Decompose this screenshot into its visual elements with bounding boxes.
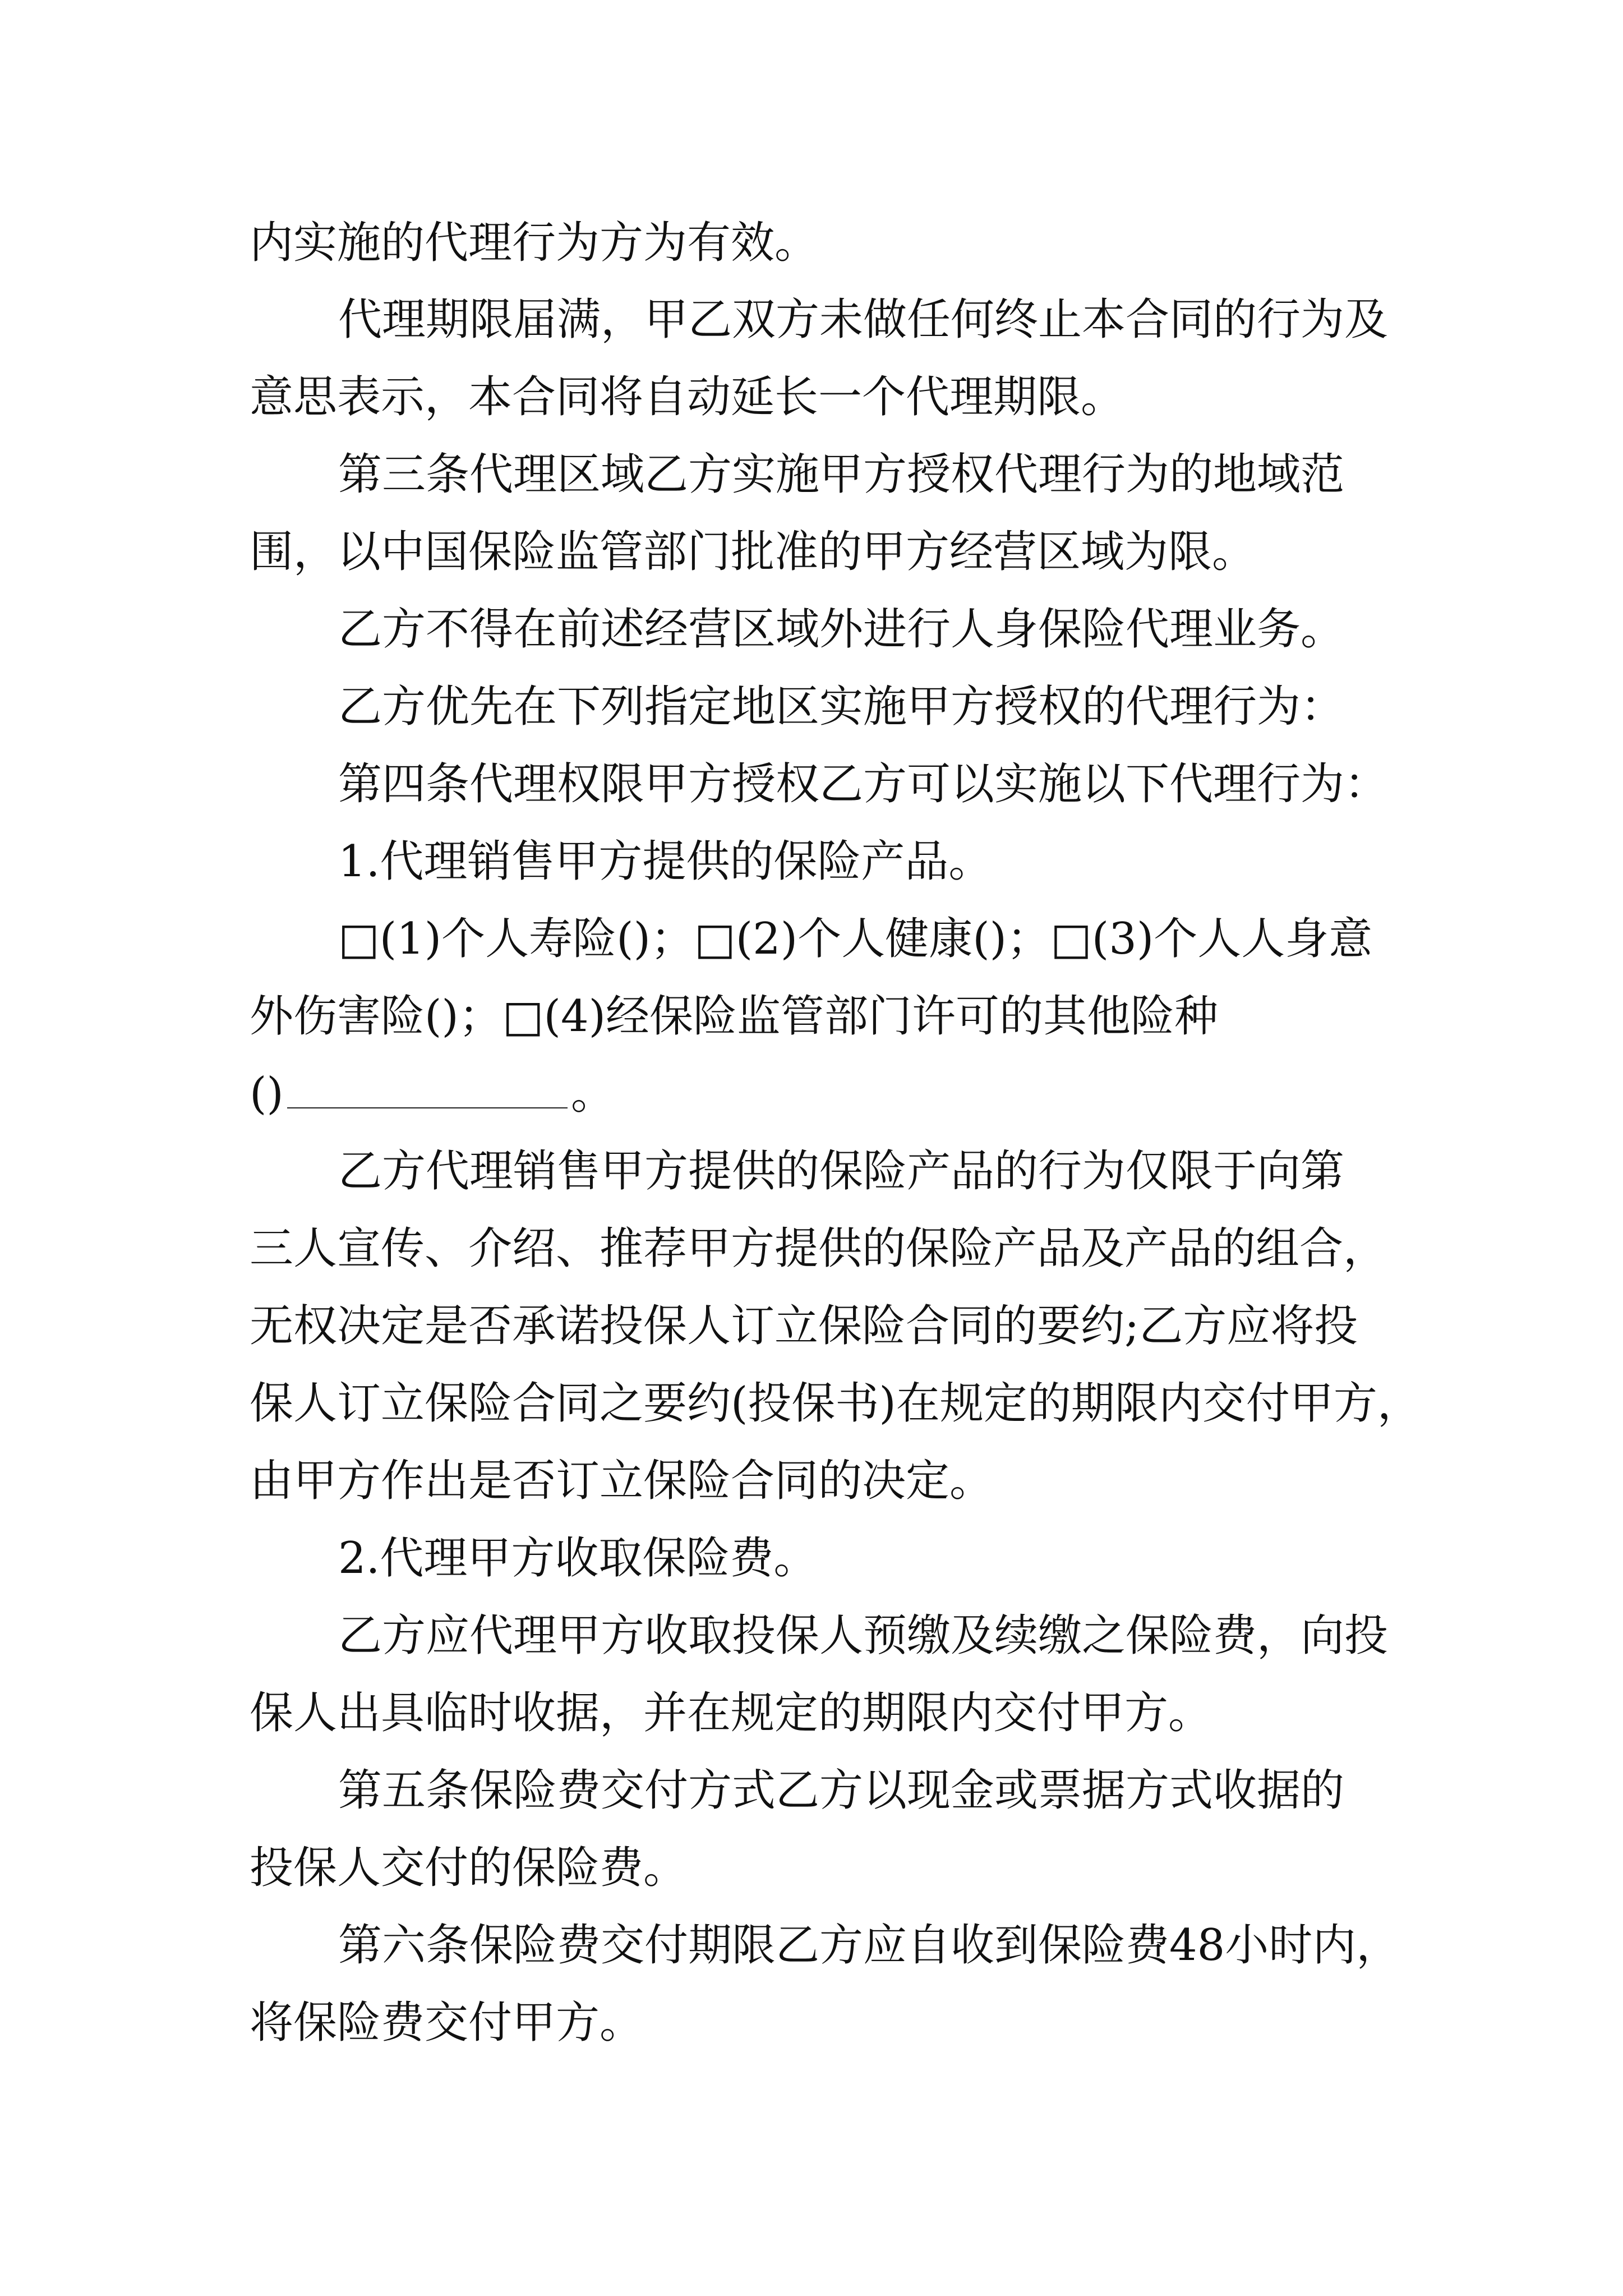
text-line <box>0 1519 1623 1598</box>
text-line-content: 将保险费交付甲方。 <box>250 1998 644 2048</box>
text-line-content: 第六条保险费交付期限乙方应自收到保险费48小时内， <box>338 1920 1400 1971</box>
text-line <box>0 1751 1623 1830</box>
text-fragment: 。 <box>570 1069 615 1119</box>
text-line <box>0 900 1623 978</box>
text-line <box>0 435 1623 514</box>
text-line-content: 第四条代理权限甲方授权乙方可以实施以下代理行为： <box>338 759 1389 809</box>
text-line <box>0 745 1623 823</box>
text-line <box>0 590 1623 669</box>
text-line <box>0 1055 1623 1133</box>
text-line-content: 由甲方作出是否订立保险合同的决定。 <box>250 1456 994 1506</box>
text-line-content: 2.代理甲方收取保险费。 <box>338 1533 818 1584</box>
text-line-content: 乙方优先在下列指定地区实施甲方授权的代理行为： <box>338 682 1345 732</box>
text-line <box>0 1364 1623 1443</box>
text-line <box>0 1829 1623 1907</box>
text-line <box>0 1984 1623 2062</box>
text-line-content: □(1)个人寿险()；□(2)个人健康()；□(3)个人人身意 <box>338 914 1373 964</box>
text-line-content: 内实施的代理行为方为有效。 <box>250 218 819 268</box>
text-line <box>0 1442 1623 1520</box>
text-line <box>0 1596 1623 1675</box>
text-line <box>0 1674 1623 1752</box>
text-line-content: 保人订立保险合同之要约(投保书)在规定的期限内交付甲方， <box>250 1378 1421 1429</box>
fill-in-blank <box>287 1068 568 1108</box>
text-line-content: 外伤害险()；□(4)经保险监管部门许可的其他险种 <box>250 991 1219 1042</box>
text-line-content: 1.代理销售甲方提供的保险产品。 <box>338 836 993 887</box>
text-line <box>0 280 1623 359</box>
text-line-content <box>250 1055 615 1133</box>
text-line <box>0 822 1623 901</box>
text-line-content: 乙方应代理甲方收取投保人预缴及续缴之保险费，向投 <box>338 1611 1389 1661</box>
text-line <box>0 1906 1623 1985</box>
text-line <box>0 204 1623 282</box>
text-line <box>0 358 1623 436</box>
text-line-content: 乙方不得在前述经营区域外进行人身保险代理业务。 <box>338 604 1345 655</box>
text-line-content: 围，以中国保险监管部门批准的甲方经营区域为限。 <box>250 527 1256 577</box>
text-line <box>0 977 1623 1056</box>
text-line-content: 第五条保险费交付方式乙方以现金或票据方式收据的 <box>338 1765 1345 1816</box>
text-line <box>0 668 1623 746</box>
text-fragment: () <box>250 1069 284 1119</box>
text-line <box>0 1132 1623 1211</box>
text-line-content: 意思表示，本合同将自动延长一个代理期限。 <box>250 372 1125 422</box>
text-line-content: 保人出具临时收据，并在规定的期限内交付甲方。 <box>250 1688 1212 1738</box>
text-line-content: 无权决定是否承诺投保人订立保险合同的要约;乙方应将投 <box>250 1301 1358 1351</box>
text-line <box>0 1209 1623 1288</box>
text-line-content: 三人宣传、介绍、推荐甲方提供的保险产品及产品的组合， <box>250 1223 1387 1274</box>
text-line-content: 乙方代理销售甲方提供的保险产品的行为仅限于向第 <box>338 1146 1345 1197</box>
text-line <box>0 513 1623 591</box>
text-line-content: 投保人交付的保险费。 <box>250 1843 688 1893</box>
text-line <box>0 1287 1623 1365</box>
text-line-content: 代理期限届满，甲乙双方未做任何终止本合同的行为及 <box>338 295 1389 345</box>
text-line-content: 第三条代理区域乙方实施甲方授权代理行为的地域范 <box>338 449 1345 500</box>
